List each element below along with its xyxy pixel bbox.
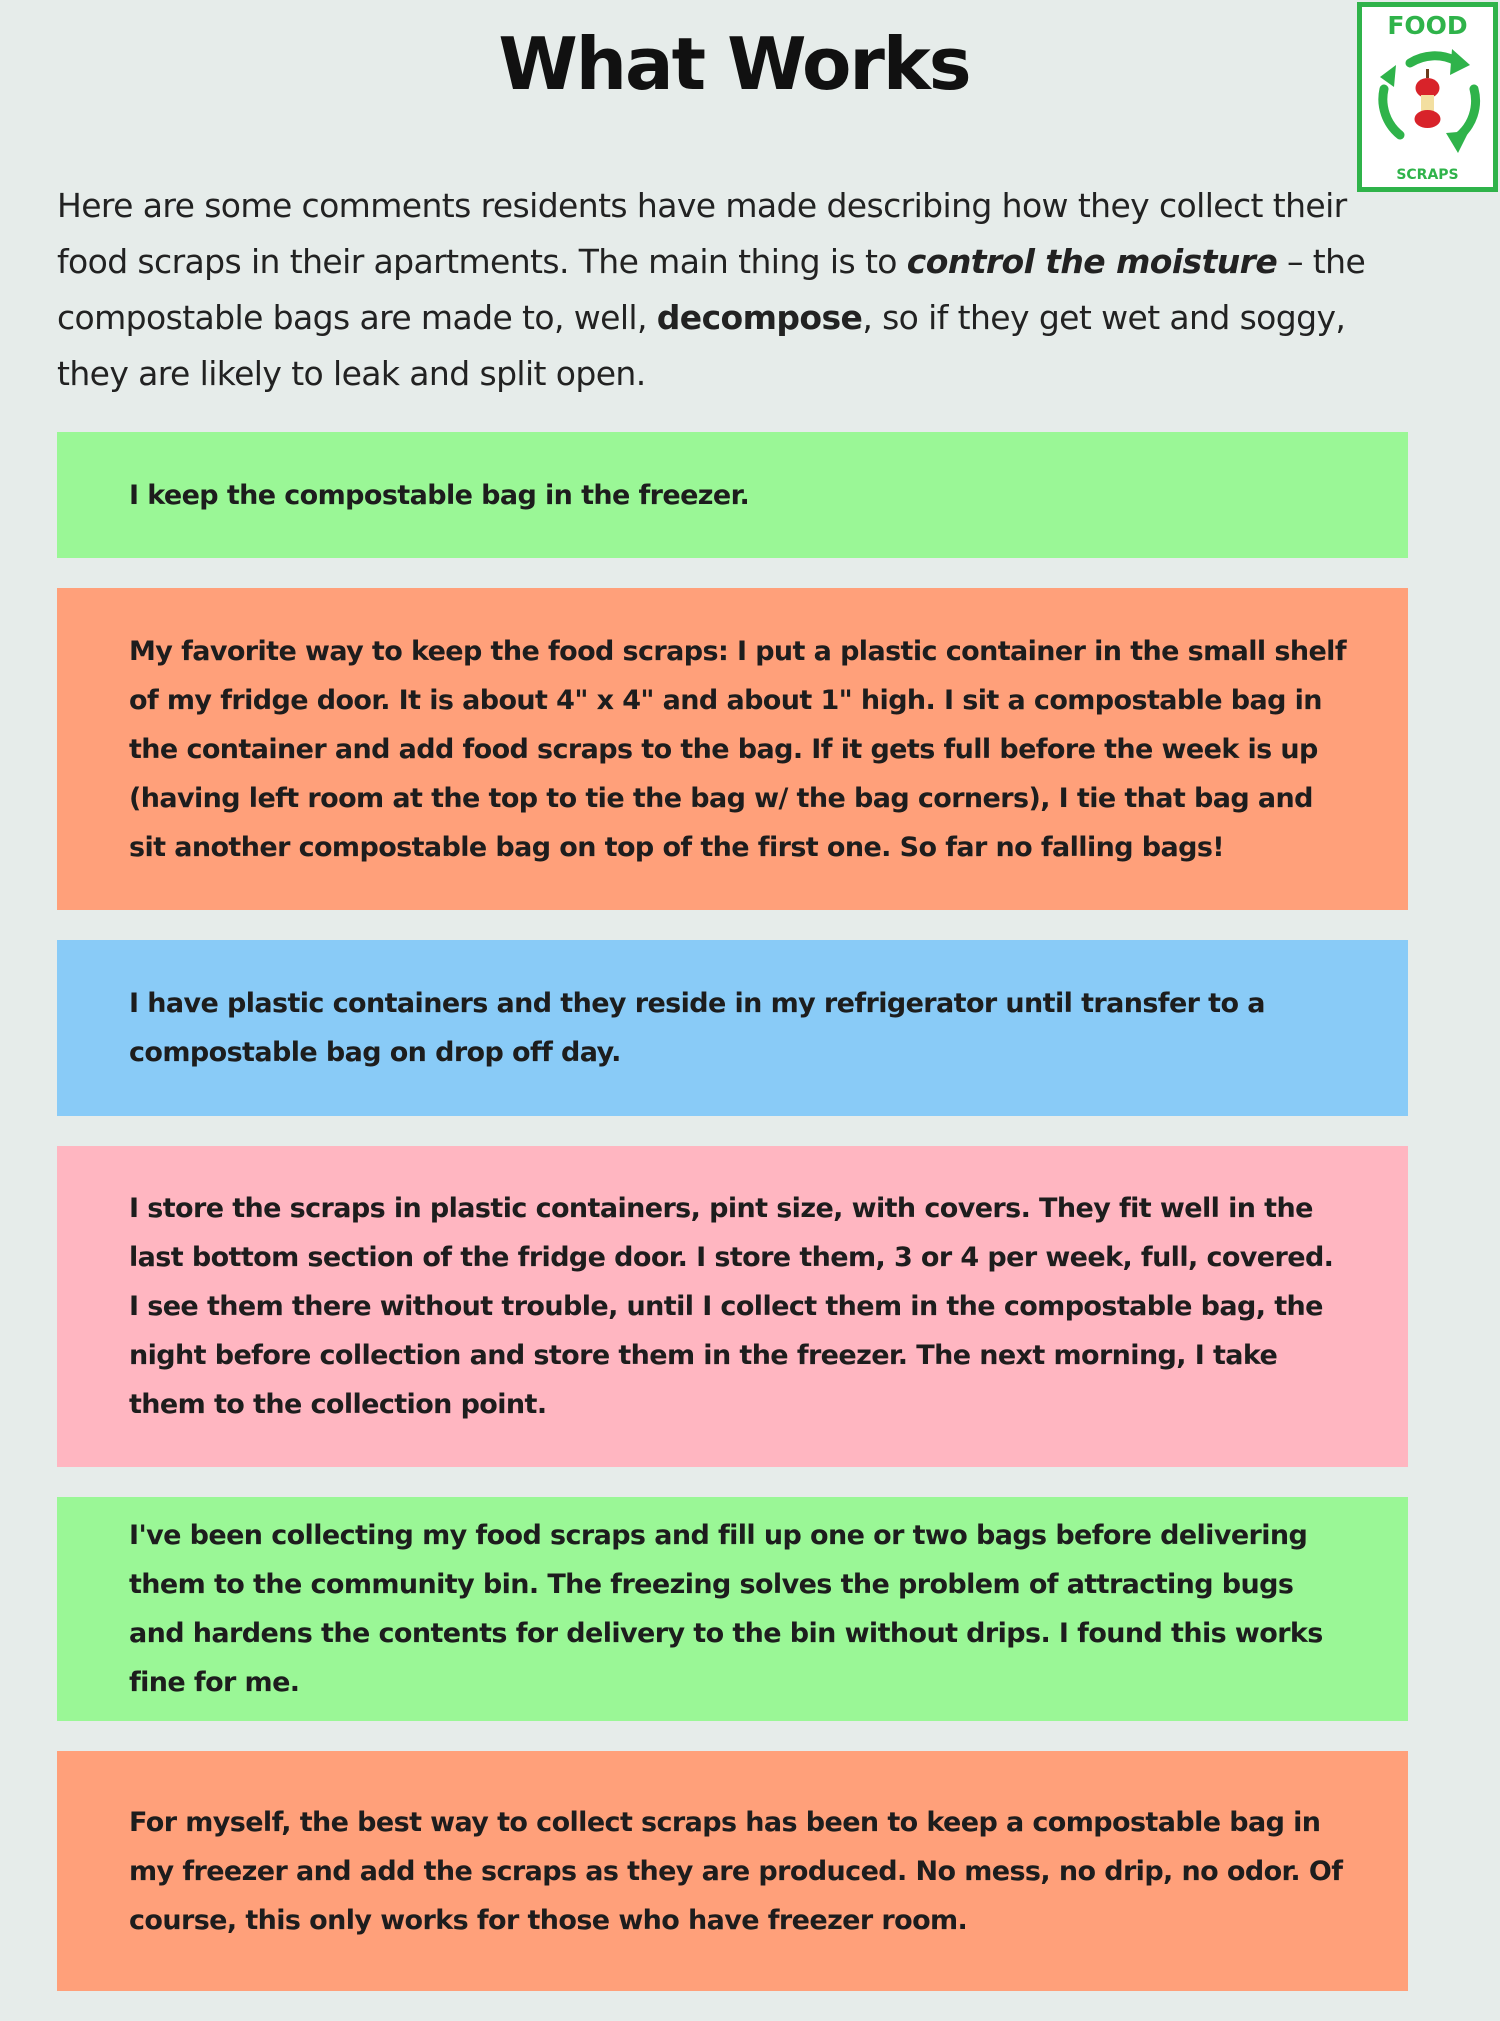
- recycle-apple-core-icon: [1362, 7, 1493, 187]
- page-title: What Works: [498, 22, 970, 106]
- comment-text: For myself, the best way to collect scraps has been to keep a compostable bag in my freezer and add the scraps as they are produced. No mess, no drip, no odor. Of course, this only works for those who have freezer room.: [129, 1806, 1343, 1936]
- comment-text: My favorite way to keep the food scraps: I put a plastic container in the small shelf of my fridge door. It is about 4" x 4" and about 1" high. I sit a compostable bag in the container and add food scraps to the bag. If it gets full before the week is up (having left room at the top to tie the bag w/ the bag corners), I tie that bag and sit another compostable bag on top of the first one. So far no falling bags!: [129, 635, 1346, 863]
- intro-bold: decompose: [656, 298, 863, 337]
- logo-top-text: FOOD: [1387, 11, 1468, 40]
- comment-card: [57, 1146, 1408, 1467]
- comment-card: [57, 940, 1408, 1116]
- intro-text-part-1: Here are some comments residents have made describing how they collect their food scraps in their apartments. The main thing is to: [57, 186, 1347, 281]
- comment-text: I store the scraps in plastic containers, pint size, with covers. They fit well in the last bottom section of the fridge door. I store them, 3 or 4 per week, full, covered. I see them there without trouble, until I collect them in the compostable bag, the night before collection and store them in the freezer. The next morning, I take them to the collection point.: [129, 1193, 1334, 1420]
- intro-text-part-2: – the compostable bags are made to, well,: [57, 242, 1366, 337]
- comment-card: [57, 1497, 1408, 1721]
- resident-comments-list: [57, 432, 1408, 2021]
- comment-card: [57, 1751, 1408, 1991]
- intro-text-part-3: , so if they get wet and soggy, they are likely to leak and split open.: [57, 298, 1346, 393]
- comment-text: I keep the compostable bag in the freezer.: [129, 479, 750, 511]
- logo-bottom-text: SCRAPS: [1396, 167, 1459, 183]
- comment-text: I've been collecting my food scraps and fill up one or two bags before delivering them to the community bin. The freezing solves the problem of attracting bugs and hardens the contents for delivery to the bin without drips. I found this works fine for me.: [129, 1520, 1323, 1698]
- intro-emphasis: control the moisture: [906, 242, 1278, 281]
- comment-card: [57, 588, 1408, 910]
- intro-paragraph: [57, 178, 1417, 402]
- comment-text: I have plastic containers and they reside in my refrigerator until transfer to a compostable bag on drop off day.: [129, 988, 1265, 1068]
- comment-card: [57, 432, 1408, 558]
- food-scraps-logo: [1357, 2, 1498, 192]
